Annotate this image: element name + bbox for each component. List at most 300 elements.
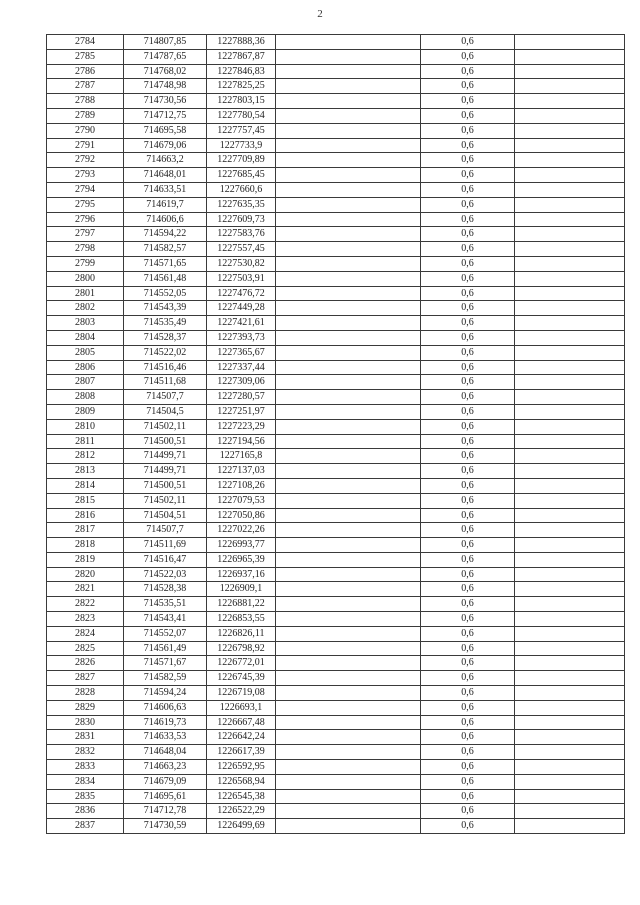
point-number-cell: 2802 (47, 301, 124, 316)
y-coordinate-cell: 1227449,28 (207, 301, 276, 316)
point-number-cell: 2800 (47, 271, 124, 286)
empty-cell (515, 789, 625, 804)
empty-cell (276, 182, 421, 197)
x-coordinate-cell: 714528,37 (124, 330, 207, 345)
empty-cell (276, 49, 421, 64)
accuracy-cell: 0,6 (421, 64, 515, 79)
empty-cell (276, 656, 421, 671)
empty-cell (515, 79, 625, 94)
x-coordinate-cell: 714535,51 (124, 597, 207, 612)
empty-cell (276, 375, 421, 390)
y-coordinate-cell: 1227503,91 (207, 271, 276, 286)
point-number-cell: 2809 (47, 404, 124, 419)
empty-cell (276, 789, 421, 804)
table-row (47, 212, 625, 227)
y-coordinate-cell: 1227223,29 (207, 419, 276, 434)
x-coordinate-cell: 714500,51 (124, 478, 207, 493)
table-row (47, 760, 625, 775)
empty-cell (276, 64, 421, 79)
x-coordinate-cell: 714507,7 (124, 390, 207, 405)
point-number-cell: 2790 (47, 123, 124, 138)
y-coordinate-cell: 1227888,36 (207, 35, 276, 50)
x-coordinate-cell: 714633,51 (124, 182, 207, 197)
accuracy-cell: 0,6 (421, 330, 515, 345)
table-row (47, 330, 625, 345)
empty-cell (276, 641, 421, 656)
empty-cell (515, 94, 625, 109)
y-coordinate-cell: 1227309,06 (207, 375, 276, 390)
y-coordinate-cell: 1226499,69 (207, 819, 276, 834)
point-number-cell: 2796 (47, 212, 124, 227)
empty-cell (515, 35, 625, 50)
empty-cell (515, 345, 625, 360)
coordinates-table (46, 34, 625, 834)
table-row (47, 79, 625, 94)
empty-cell (515, 538, 625, 553)
table-row (47, 582, 625, 597)
table-row (47, 656, 625, 671)
accuracy-cell: 0,6 (421, 271, 515, 286)
point-number-cell: 2810 (47, 419, 124, 434)
x-coordinate-cell: 714606,6 (124, 212, 207, 227)
y-coordinate-cell: 1226772,01 (207, 656, 276, 671)
empty-cell (515, 597, 625, 612)
y-coordinate-cell: 1227846,83 (207, 64, 276, 79)
accuracy-cell: 0,6 (421, 212, 515, 227)
point-number-cell: 2829 (47, 700, 124, 715)
empty-cell (276, 197, 421, 212)
x-coordinate-cell: 714582,57 (124, 242, 207, 257)
empty-cell (276, 582, 421, 597)
x-coordinate-cell: 714552,07 (124, 626, 207, 641)
point-number-cell: 2786 (47, 64, 124, 79)
empty-cell (515, 227, 625, 242)
coordinates-table-body (47, 35, 625, 834)
point-number-cell: 2792 (47, 153, 124, 168)
accuracy-cell: 0,6 (421, 656, 515, 671)
empty-cell (276, 227, 421, 242)
accuracy-cell: 0,6 (421, 686, 515, 701)
accuracy-cell: 0,6 (421, 168, 515, 183)
table-row (47, 597, 625, 612)
accuracy-cell: 0,6 (421, 508, 515, 523)
accuracy-cell: 0,6 (421, 108, 515, 123)
x-coordinate-cell: 714511,69 (124, 538, 207, 553)
empty-cell (515, 626, 625, 641)
point-number-cell: 2825 (47, 641, 124, 656)
empty-cell (515, 301, 625, 316)
empty-cell (276, 256, 421, 271)
empty-cell (276, 538, 421, 553)
point-number-cell: 2821 (47, 582, 124, 597)
x-coordinate-cell: 714543,39 (124, 301, 207, 316)
point-number-cell: 2794 (47, 182, 124, 197)
empty-cell (515, 49, 625, 64)
empty-cell (276, 94, 421, 109)
empty-cell (276, 330, 421, 345)
empty-cell (515, 360, 625, 375)
accuracy-cell: 0,6 (421, 35, 515, 50)
accuracy-cell: 0,6 (421, 345, 515, 360)
y-coordinate-cell: 1227079,53 (207, 493, 276, 508)
y-coordinate-cell: 1227050,86 (207, 508, 276, 523)
y-coordinate-cell: 1227685,45 (207, 168, 276, 183)
table-row (47, 123, 625, 138)
point-number-cell: 2836 (47, 804, 124, 819)
empty-cell (515, 760, 625, 775)
y-coordinate-cell: 1227022,26 (207, 523, 276, 538)
empty-cell (276, 449, 421, 464)
point-number-cell: 2827 (47, 671, 124, 686)
empty-cell (515, 434, 625, 449)
table-row (47, 138, 625, 153)
accuracy-cell: 0,6 (421, 730, 515, 745)
table-row (47, 789, 625, 804)
accuracy-cell: 0,6 (421, 552, 515, 567)
empty-cell (515, 64, 625, 79)
point-number-cell: 2791 (47, 138, 124, 153)
empty-cell (276, 138, 421, 153)
y-coordinate-cell: 1227757,45 (207, 123, 276, 138)
accuracy-cell: 0,6 (421, 789, 515, 804)
point-number-cell: 2801 (47, 286, 124, 301)
point-number-cell: 2837 (47, 819, 124, 834)
accuracy-cell: 0,6 (421, 493, 515, 508)
table-row (47, 626, 625, 641)
accuracy-cell: 0,6 (421, 449, 515, 464)
accuracy-cell: 0,6 (421, 153, 515, 168)
empty-cell (515, 449, 625, 464)
empty-cell (276, 464, 421, 479)
point-number-cell: 2832 (47, 745, 124, 760)
y-coordinate-cell: 1227137,03 (207, 464, 276, 479)
empty-cell (515, 552, 625, 567)
point-number-cell: 2820 (47, 567, 124, 582)
y-coordinate-cell: 1227108,26 (207, 478, 276, 493)
table-row (47, 316, 625, 331)
y-coordinate-cell: 1227530,82 (207, 256, 276, 271)
empty-cell (515, 582, 625, 597)
empty-cell (515, 700, 625, 715)
y-coordinate-cell: 1227825,25 (207, 79, 276, 94)
accuracy-cell: 0,6 (421, 478, 515, 493)
table-row (47, 730, 625, 745)
accuracy-cell: 0,6 (421, 464, 515, 479)
table-row (47, 774, 625, 789)
empty-cell (276, 523, 421, 538)
empty-cell (276, 345, 421, 360)
empty-cell (276, 35, 421, 50)
accuracy-cell: 0,6 (421, 582, 515, 597)
accuracy-cell: 0,6 (421, 301, 515, 316)
table-row (47, 94, 625, 109)
empty-cell (276, 301, 421, 316)
x-coordinate-cell: 714516,47 (124, 552, 207, 567)
empty-cell (276, 567, 421, 582)
x-coordinate-cell: 714619,73 (124, 715, 207, 730)
point-number-cell: 2816 (47, 508, 124, 523)
empty-cell (515, 242, 625, 257)
point-number-cell: 2833 (47, 760, 124, 775)
point-number-cell: 2804 (47, 330, 124, 345)
table-row (47, 182, 625, 197)
x-coordinate-cell: 714582,59 (124, 671, 207, 686)
point-number-cell: 2811 (47, 434, 124, 449)
x-coordinate-cell: 714648,04 (124, 745, 207, 760)
x-coordinate-cell: 714768,02 (124, 64, 207, 79)
x-coordinate-cell: 714522,03 (124, 567, 207, 582)
empty-cell (515, 478, 625, 493)
x-coordinate-cell: 714535,49 (124, 316, 207, 331)
empty-cell (276, 671, 421, 686)
y-coordinate-cell: 1227393,73 (207, 330, 276, 345)
x-coordinate-cell: 714606,63 (124, 700, 207, 715)
empty-cell (515, 138, 625, 153)
x-coordinate-cell: 714663,2 (124, 153, 207, 168)
empty-cell (515, 523, 625, 538)
x-coordinate-cell: 714511,68 (124, 375, 207, 390)
y-coordinate-cell: 1226937,16 (207, 567, 276, 582)
y-coordinate-cell: 1227194,56 (207, 434, 276, 449)
empty-cell (276, 508, 421, 523)
empty-cell (276, 404, 421, 419)
y-coordinate-cell: 1226693,1 (207, 700, 276, 715)
x-coordinate-cell: 714507,7 (124, 523, 207, 538)
y-coordinate-cell: 1226568,94 (207, 774, 276, 789)
empty-cell (515, 730, 625, 745)
y-coordinate-cell: 1226798,92 (207, 641, 276, 656)
y-coordinate-cell: 1227867,87 (207, 49, 276, 64)
table-row (47, 301, 625, 316)
y-coordinate-cell: 1227609,73 (207, 212, 276, 227)
accuracy-cell: 0,6 (421, 626, 515, 641)
empty-cell (276, 153, 421, 168)
accuracy-cell: 0,6 (421, 567, 515, 582)
point-number-cell: 2799 (47, 256, 124, 271)
table-row (47, 108, 625, 123)
point-number-cell: 2834 (47, 774, 124, 789)
point-number-cell: 2819 (47, 552, 124, 567)
empty-cell (515, 567, 625, 582)
accuracy-cell: 0,6 (421, 819, 515, 834)
table-row (47, 538, 625, 553)
empty-cell (276, 700, 421, 715)
x-coordinate-cell: 714695,61 (124, 789, 207, 804)
accuracy-cell: 0,6 (421, 523, 515, 538)
empty-cell (515, 774, 625, 789)
point-number-cell: 2785 (47, 49, 124, 64)
accuracy-cell: 0,6 (421, 182, 515, 197)
table-row (47, 819, 625, 834)
y-coordinate-cell: 1227476,72 (207, 286, 276, 301)
empty-cell (276, 242, 421, 257)
x-coordinate-cell: 714679,06 (124, 138, 207, 153)
empty-cell (276, 774, 421, 789)
point-number-cell: 2812 (47, 449, 124, 464)
table-row (47, 671, 625, 686)
accuracy-cell: 0,6 (421, 79, 515, 94)
y-coordinate-cell: 1227780,54 (207, 108, 276, 123)
x-coordinate-cell: 714807,85 (124, 35, 207, 50)
table-row (47, 271, 625, 286)
point-number-cell: 2831 (47, 730, 124, 745)
empty-cell (515, 153, 625, 168)
empty-cell (276, 360, 421, 375)
point-number-cell: 2798 (47, 242, 124, 257)
table-row (47, 478, 625, 493)
point-number-cell: 2824 (47, 626, 124, 641)
empty-cell (515, 168, 625, 183)
table-row (47, 197, 625, 212)
x-coordinate-cell: 714502,11 (124, 493, 207, 508)
table-row (47, 404, 625, 419)
table-row (47, 449, 625, 464)
y-coordinate-cell: 1227557,45 (207, 242, 276, 257)
point-number-cell: 2797 (47, 227, 124, 242)
empty-cell (515, 686, 625, 701)
accuracy-cell: 0,6 (421, 804, 515, 819)
empty-cell (515, 271, 625, 286)
empty-cell (515, 508, 625, 523)
point-number-cell: 2814 (47, 478, 124, 493)
empty-cell (276, 626, 421, 641)
y-coordinate-cell: 1227365,67 (207, 345, 276, 360)
empty-cell (515, 745, 625, 760)
table-row (47, 686, 625, 701)
x-coordinate-cell: 714571,67 (124, 656, 207, 671)
empty-cell (276, 597, 421, 612)
table-row (47, 64, 625, 79)
table-row (47, 345, 625, 360)
accuracy-cell: 0,6 (421, 538, 515, 553)
accuracy-cell: 0,6 (421, 612, 515, 627)
table-row (47, 552, 625, 567)
table-row (47, 375, 625, 390)
table-row (47, 35, 625, 50)
point-number-cell: 2806 (47, 360, 124, 375)
point-number-cell: 2835 (47, 789, 124, 804)
y-coordinate-cell: 1227583,76 (207, 227, 276, 242)
empty-cell (276, 123, 421, 138)
empty-cell (276, 108, 421, 123)
accuracy-cell: 0,6 (421, 774, 515, 789)
empty-cell (515, 316, 625, 331)
empty-cell (276, 745, 421, 760)
empty-cell (515, 804, 625, 819)
y-coordinate-cell: 1226745,39 (207, 671, 276, 686)
x-coordinate-cell: 714663,23 (124, 760, 207, 775)
empty-cell (515, 330, 625, 345)
empty-cell (276, 390, 421, 405)
empty-cell (515, 212, 625, 227)
x-coordinate-cell: 714499,71 (124, 449, 207, 464)
accuracy-cell: 0,6 (421, 316, 515, 331)
point-number-cell: 2815 (47, 493, 124, 508)
empty-cell (515, 464, 625, 479)
accuracy-cell: 0,6 (421, 700, 515, 715)
x-coordinate-cell: 714522,02 (124, 345, 207, 360)
table-row (47, 715, 625, 730)
point-number-cell: 2830 (47, 715, 124, 730)
accuracy-cell: 0,6 (421, 94, 515, 109)
accuracy-cell: 0,6 (421, 138, 515, 153)
x-coordinate-cell: 714648,01 (124, 168, 207, 183)
accuracy-cell: 0,6 (421, 242, 515, 257)
empty-cell (515, 182, 625, 197)
x-coordinate-cell: 714594,24 (124, 686, 207, 701)
point-number-cell: 2793 (47, 168, 124, 183)
x-coordinate-cell: 714712,78 (124, 804, 207, 819)
table-row (47, 390, 625, 405)
empty-cell (515, 656, 625, 671)
y-coordinate-cell: 1227660,6 (207, 182, 276, 197)
accuracy-cell: 0,6 (421, 227, 515, 242)
empty-cell (276, 168, 421, 183)
empty-cell (276, 686, 421, 701)
table-row (47, 242, 625, 257)
table-row (47, 804, 625, 819)
y-coordinate-cell: 1226642,24 (207, 730, 276, 745)
x-coordinate-cell: 714748,98 (124, 79, 207, 94)
accuracy-cell: 0,6 (421, 360, 515, 375)
y-coordinate-cell: 1226853,55 (207, 612, 276, 627)
empty-cell (276, 552, 421, 567)
table-row (47, 419, 625, 434)
x-coordinate-cell: 714561,49 (124, 641, 207, 656)
empty-cell (515, 641, 625, 656)
accuracy-cell: 0,6 (421, 286, 515, 301)
x-coordinate-cell: 714712,75 (124, 108, 207, 123)
y-coordinate-cell: 1226881,22 (207, 597, 276, 612)
y-coordinate-cell: 1227421,61 (207, 316, 276, 331)
x-coordinate-cell: 714594,22 (124, 227, 207, 242)
empty-cell (515, 375, 625, 390)
y-coordinate-cell: 1227803,15 (207, 94, 276, 109)
empty-cell (515, 390, 625, 405)
y-coordinate-cell: 1227337,44 (207, 360, 276, 375)
accuracy-cell: 0,6 (421, 597, 515, 612)
x-coordinate-cell: 714504,5 (124, 404, 207, 419)
accuracy-cell: 0,6 (421, 715, 515, 730)
x-coordinate-cell: 714499,71 (124, 464, 207, 479)
point-number-cell: 2808 (47, 390, 124, 405)
x-coordinate-cell: 714695,58 (124, 123, 207, 138)
point-number-cell: 2813 (47, 464, 124, 479)
empty-cell (515, 123, 625, 138)
empty-cell (276, 730, 421, 745)
x-coordinate-cell: 714502,11 (124, 419, 207, 434)
x-coordinate-cell: 714543,41 (124, 612, 207, 627)
x-coordinate-cell: 714619,7 (124, 197, 207, 212)
point-number-cell: 2795 (47, 197, 124, 212)
x-coordinate-cell: 714787,65 (124, 49, 207, 64)
table-row (47, 567, 625, 582)
empty-cell (515, 671, 625, 686)
y-coordinate-cell: 1227733,9 (207, 138, 276, 153)
accuracy-cell: 0,6 (421, 123, 515, 138)
empty-cell (515, 108, 625, 123)
table-row (47, 508, 625, 523)
point-number-cell: 2817 (47, 523, 124, 538)
table-row (47, 523, 625, 538)
empty-cell (276, 715, 421, 730)
empty-cell (515, 493, 625, 508)
empty-cell (276, 419, 421, 434)
table-row (47, 49, 625, 64)
table-row (47, 256, 625, 271)
x-coordinate-cell: 714500,51 (124, 434, 207, 449)
accuracy-cell: 0,6 (421, 641, 515, 656)
